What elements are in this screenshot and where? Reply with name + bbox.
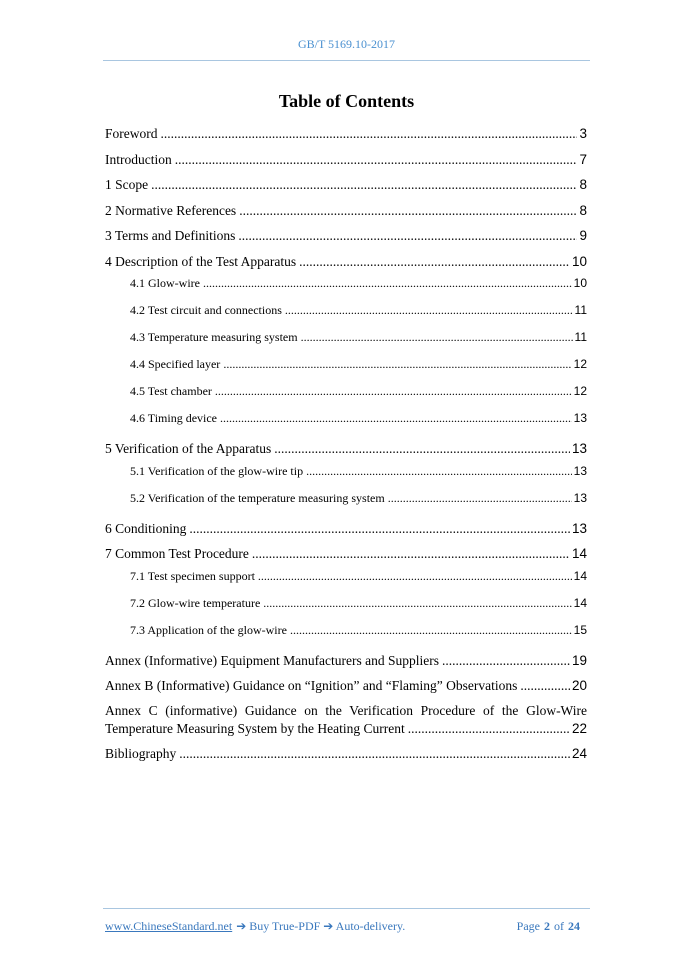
toc-subentry[interactable] <box>105 563 587 590</box>
toc-entry-title: 4.3 Temperature measuring system <box>130 330 298 345</box>
website-link[interactable]: www.ChineseStandard.net <box>105 919 233 933</box>
toc-entry-title: 4.6 Timing device <box>130 411 218 426</box>
page-indicator <box>517 919 584 933</box>
toc-entry-title: 4.4 Specified layer <box>130 357 221 372</box>
toc-entry-title: 4.1 Glow-wire <box>130 276 200 291</box>
dot-leader <box>301 324 573 351</box>
toc-entry-title: 4 Description of the Test Apparatus <box>105 253 297 269</box>
toc-entry-title: Annex B (Informative) Guidance on “Ignition” and “Flaming” Observations <box>105 678 518 694</box>
footer-left <box>105 919 405 933</box>
toc-entry-page: 11 <box>574 330 587 345</box>
toc-entry-title: 4.5 Test chamber <box>130 384 212 399</box>
footer-tagline: ➔ Buy True-PDF ➔ Auto-delivery. <box>236 919 406 933</box>
toc-entry[interactable] <box>105 172 587 198</box>
toc-subentry[interactable] <box>105 485 587 512</box>
dot-leader <box>442 648 570 674</box>
of-label: of <box>554 919 564 933</box>
toc-subentry[interactable] <box>105 270 587 297</box>
toc-entry-title: Annex (Informative) Equipment Manufacturers and Suppliers <box>105 652 440 668</box>
toc-entry[interactable] <box>105 673 587 699</box>
toc-entry-title: 5 Verification of the Apparatus <box>105 441 272 457</box>
toc-entry-page: 14 <box>571 546 587 562</box>
toc-subentry[interactable] <box>105 458 587 485</box>
toc-entry-title: 5.2 Verification of the temperature measuring system <box>130 490 385 505</box>
toc-entry-title: Foreword <box>105 126 158 142</box>
toc-entry[interactable] <box>105 699 587 742</box>
toc-entry[interactable] <box>105 516 587 542</box>
toc-entry-page: 14 <box>573 568 587 583</box>
toc-entry-page: 13 <box>573 463 587 478</box>
toc-entry-page: 13 <box>571 520 587 536</box>
toc-entry-title: Bibliography <box>105 746 177 762</box>
toc-subentry[interactable] <box>105 405 587 432</box>
toc-entry-last-line <box>105 720 587 738</box>
dot-leader <box>179 741 570 767</box>
toc-entry-page: 13 <box>573 411 587 426</box>
toc-entry-title: 7.2 Glow-wire temperature <box>130 595 261 610</box>
toc-entry-page: 9 <box>579 228 587 244</box>
toc-entry-page: 14 <box>573 595 587 610</box>
toc-entry-page: 3 <box>579 126 587 142</box>
toc-subentry[interactable] <box>105 351 587 378</box>
toc-entry-page: 13 <box>573 490 587 505</box>
dot-leader <box>161 121 578 147</box>
toc-entry-title: 7.1 Test specimen support <box>130 568 255 583</box>
toc-entry-title-line: Temperature Measuring System by the Heating Current <box>105 721 405 736</box>
toc-entry-page: 22 <box>571 721 587 736</box>
table-of-contents <box>105 121 587 767</box>
toc-entry-page: 8 <box>579 202 587 218</box>
toc-entry-title: 7 Common Test Procedure <box>105 546 249 562</box>
dot-leader <box>239 198 577 224</box>
dot-leader <box>388 485 572 512</box>
dot-leader <box>408 720 570 738</box>
dot-leader <box>215 378 572 405</box>
footer-rule <box>103 908 590 909</box>
toc-subentry[interactable] <box>105 324 587 351</box>
dot-leader <box>258 563 572 590</box>
toc-entry[interactable] <box>105 147 587 173</box>
toc-entry-title: 5.1 Verification of the glow-wire tip <box>130 463 304 478</box>
dot-leader <box>285 297 573 324</box>
toc-entry-page: 10 <box>571 253 587 269</box>
dot-leader <box>263 590 571 617</box>
running-header: GB/T 5169.10-2017 <box>297 37 396 51</box>
toc-entry-title: 3 Terms and Definitions <box>105 228 236 244</box>
dot-leader <box>189 516 570 542</box>
toc-subentry[interactable] <box>105 297 587 324</box>
header-rule <box>103 60 590 61</box>
toc-entry-title: 2 Normative References <box>105 202 237 218</box>
toc-entry[interactable] <box>105 198 587 224</box>
toc-entry-page: 8 <box>579 177 587 193</box>
toc-entry[interactable] <box>105 223 587 249</box>
toc-entry-title: 7.3 Application of the glow-wire <box>130 622 287 637</box>
current-page-number: 2 <box>544 919 550 933</box>
toc-entry-page: 20 <box>571 678 587 694</box>
toc-subentry[interactable] <box>105 617 587 644</box>
page-title: Table of Contents <box>278 91 415 111</box>
toc-entry-page: 12 <box>573 357 587 372</box>
toc-entry-page: 7 <box>579 151 587 167</box>
toc-entry-title-line: Annex C (informative) Guidance on the Verification Procedure of the Glow-Wire <box>105 703 587 718</box>
toc-entry[interactable] <box>105 741 587 767</box>
dot-leader <box>520 673 570 699</box>
toc-entry-page: 19 <box>571 652 587 668</box>
toc-entry[interactable] <box>105 648 587 674</box>
toc-entry-title: 1 Scope <box>105 177 149 193</box>
toc-entry-page: 12 <box>573 384 587 399</box>
page-label: Page <box>516 919 540 933</box>
toc-subentry[interactable] <box>105 590 587 617</box>
dot-leader <box>223 351 571 378</box>
dot-leader <box>203 270 572 297</box>
toc-subentry[interactable] <box>105 378 587 405</box>
dot-leader <box>306 458 572 485</box>
dot-leader <box>151 172 577 198</box>
toc-entry-page: 24 <box>571 746 587 762</box>
toc-entry-title: Introduction <box>105 151 172 167</box>
toc-entry-page: 15 <box>573 622 587 637</box>
dot-leader <box>175 147 578 173</box>
dot-leader <box>238 223 577 249</box>
total-pages-number: 24 <box>568 919 580 933</box>
toc-entry-title: 6 Conditioning <box>105 520 187 536</box>
page-footer <box>105 919 584 933</box>
toc-entry-page: 10 <box>573 276 587 291</box>
dot-leader <box>220 405 572 432</box>
toc-entry-page: 13 <box>571 441 587 457</box>
dot-leader <box>290 617 572 644</box>
toc-entry[interactable] <box>105 121 587 147</box>
toc-entry-page: 11 <box>574 303 587 318</box>
toc-entry-title: 4.2 Test circuit and connections <box>130 303 282 318</box>
